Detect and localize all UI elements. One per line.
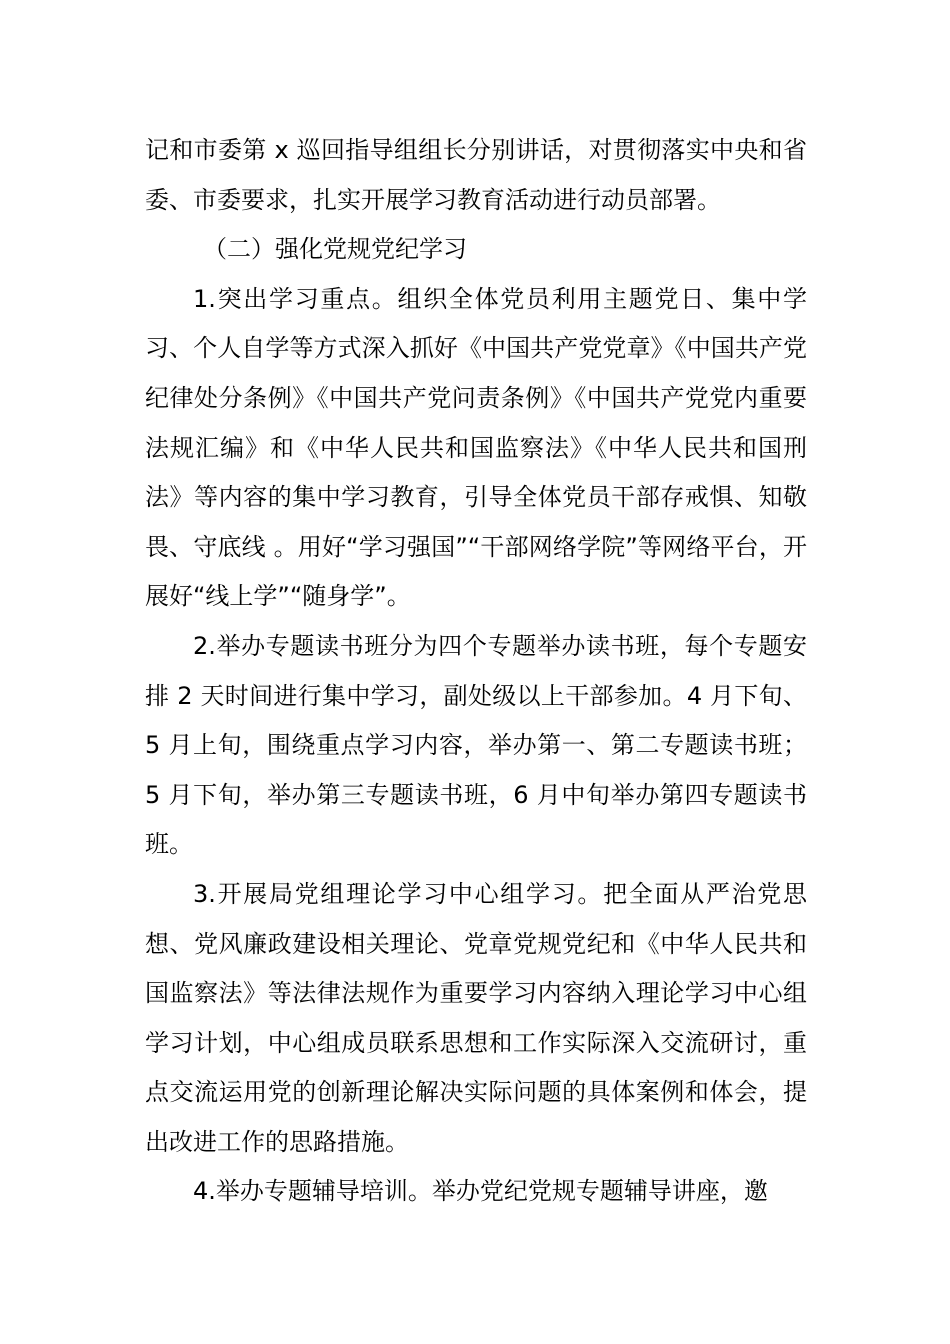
paragraph-item-3: 3.开展局党组理论学习中心组学习。把全面从严治党思想、党风廉政建设相关理论、党章党规党纪和《中华人民共和国监察法》等法律法规作为重要学习内容纳入理论学习中心组学习计划，中心组成员联系思想和工作实际深入交流研讨，重点交流运用党的创新理论解决实际问题的具体案例和体会，提出改进工作的思路措施。 — [145, 879, 807, 1156]
paragraph-item-2: 2.举办专题读书班分为四个专题举办读书班，每个专题安排 2 天时间进行集中学习，副处级以上干部参加。4 月下旬、5 月上旬，围绕重点学习内容，举办第一、第二专题读书班；5 月下旬，举办第三专题读书班，6 月中旬举办第四专题读书班。 — [145, 631, 807, 859]
section-heading: （二）强化党规党纪学习 — [203, 235, 467, 264]
paragraph-continuation: 记和市委第 x 巡回指导组组长分别讲话，对贯彻落实中央和省委、市委要求，扎实开展学习教育活动进行动员部署。 — [145, 136, 807, 214]
paragraph-item-1: 1.突出学习重点。组织全体党员利用主题党日、集中学习、个人自学等方式深入抓好《中国共产党党章》《中国共产党纪律处分条例》《中国共产党问责条例》《中国共产党党内重要法规汇编》和《中华人民共和国监察法》《中华人民共和国刑法》等内容的集中学习教育，引导全体党员干部存戒惧、知敬畏、守底线 。用好“学习强国”“干部网络学院”等网络平台，开展好“线上学”“随身学”。 — [145, 284, 807, 611]
document-body — [145, 126, 807, 1217]
paragraph-item-4: 4.举办专题辅导培训。举办党纪党规专题辅导讲座，邀 — [193, 1177, 768, 1206]
